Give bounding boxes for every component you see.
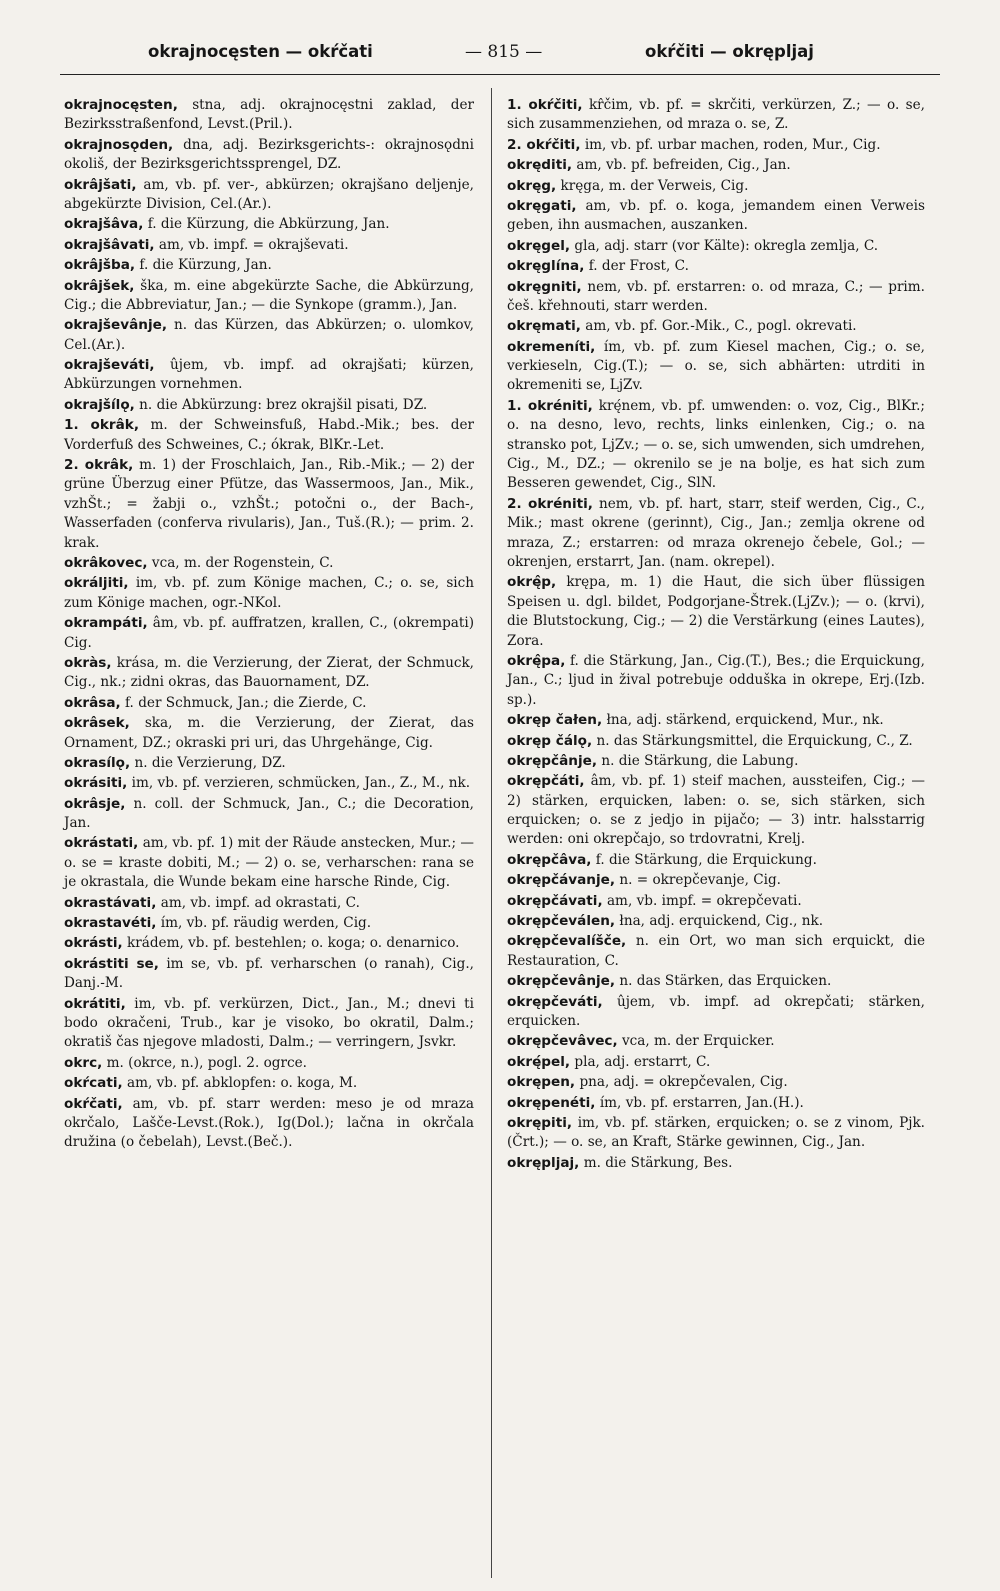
dictionary-entry — [507, 278, 925, 317]
entry-definition: am, vb. impf. = okrajševati. — [158, 236, 349, 253]
entry-definition: im, vb. pf. verkürzen, Dict., Jan., M.; dnevi ti bodo okračeni, Trub., kar je visoko, bo okratil, Dalm.; okratiš čas njegove mladosti, Dalm.; — verringern, Jsvkr. — [64, 995, 474, 1051]
dictionary-entry — [507, 993, 925, 1032]
entry-headword: okrastávati, — [64, 894, 157, 911]
entry-headword: okrępčevalíšče, — [507, 933, 627, 950]
entry-headword: okrę̂p, — [507, 574, 557, 591]
entry-definition: kr̂čim, vb. pf. = skrčiti, verkürzen, Z.; — o. se, sich zusammenziehen, od mraza o. se, Z. — [507, 97, 926, 133]
dictionary-entry — [507, 912, 925, 931]
dictionary-entry — [64, 96, 474, 135]
dictionary-entry — [64, 614, 474, 653]
dictionary-entry — [507, 1114, 925, 1153]
entry-headword: okrajševânje, — [64, 317, 167, 334]
entry-headword: okręp čálǫ, — [507, 732, 593, 749]
entry-definition: âm, vb. pf. 1) steif machen, aussteifen, Cig.; — 2) stärken, erquicken, laben: o. se, sich stärken, sich erquicken; o. se z jedjo in pijačo; — 3) intr. halsstarrig werden: oni okrepčajo, so trdovratni, Krelj. — [507, 773, 926, 848]
entry-headword: okrajšâva, — [64, 216, 144, 233]
entry-headword: okrálјiti, — [64, 575, 129, 592]
entry-definition: n. das Stärkungsmittel, die Erquickung, C., Z. — [596, 732, 913, 749]
entry-headword: okrasílǫ, — [64, 754, 131, 771]
entry-definition: am, vb. pf. abklopfen: o. koga, M. — [126, 1075, 358, 1092]
dictionary-entry — [507, 177, 925, 196]
entry-definition: im se, vb. pf. verharschen (o ranah), Cig., Danj.-M. — [64, 955, 474, 992]
entry-headword: okręmati, — [507, 318, 581, 335]
entry-definition: ím, vb. pf. zum Kiesel machen, Cig.; o. se, verkieseln, Cig.(T.); — o. se, sich abhärten: utrditi in okremeniti se, LjZv. — [507, 338, 925, 394]
dictionary-entry — [64, 834, 474, 892]
entry-headword: okrępčevâvec, — [507, 1033, 618, 1050]
entry-definition: am, vb. pf. 1) mit der Räude anstecken, Mur.; — o. se = kraste dobiti, M.; — 2) o. se, verharschen: rana se je okrastala, die Wunde bekam eine harsche Rinde, Cig. — [64, 835, 474, 891]
entry-headword: okrępljaj, — [507, 1154, 580, 1171]
entry-headword: 2. okréniti, — [507, 495, 593, 512]
dictionary-entry — [64, 714, 474, 753]
entry-definition: krę́nem, vb. pf. umwenden: o. voz, Cig., BlKr.; o. na desno, levo, rechts, links einlenken, Cig.; o. na stransko pot, LjZv.; — o. se, sich umwenden, sich umdrehen, Cig., M., DZ.; — okrenilo se je na bolje, es hat sich zum Besseren gewendet, Cig., SlN. — [507, 397, 926, 492]
entry-definition: am, vb. impf. = okrepčevati. — [606, 892, 802, 909]
entry-headword: okręgel, — [507, 237, 571, 254]
entry-headword: okrâsje, — [64, 795, 126, 812]
entry-definition: kręga, m. der Verweis, Cig. — [560, 177, 749, 194]
entry-headword: okręgati, — [507, 197, 577, 214]
dictionary-entry — [507, 96, 925, 135]
dictionary-entry — [507, 772, 925, 850]
entry-headword: okrępčevânje, — [507, 973, 616, 990]
dictionary-entry — [507, 752, 925, 771]
header-rule — [60, 74, 940, 75]
entry-definition: dna, adj. Bezirksgerichts-: okrajnosǫdni okoliš, der Bezirksgerichtssprengel, DZ. — [64, 136, 474, 173]
dictionary-entry — [64, 754, 474, 773]
dictionary-entry — [64, 356, 474, 395]
dictionary-entry — [507, 1094, 925, 1113]
entry-definition: krása, m. die Verzierung, der Zierat, der Schmuck, Cig., nk.; zidni okras, das Bauornament, DZ. — [64, 654, 475, 691]
left-column — [64, 96, 474, 1154]
dictionary-entry — [64, 416, 474, 455]
dictionary-entry — [64, 215, 474, 234]
page-number: — 815 — — [465, 42, 543, 62]
entry-headword: okrastavéti, — [64, 915, 157, 932]
entry-definition: ím, vb. pf. räudig werden, Cig. — [160, 915, 372, 932]
entry-headword: okrępen, — [507, 1074, 576, 1091]
entry-headword: okrajševáti, — [64, 357, 155, 374]
entry-definition: n. die Abkürzung: brez okrajšil pisati, DZ. — [139, 396, 428, 413]
dictionary-entry — [64, 456, 474, 553]
dictionary-entry — [64, 774, 474, 793]
entry-headword: okrępenéti, — [507, 1094, 596, 1111]
dictionary-entry — [64, 934, 474, 953]
entry-definition: f. der Frost, C. — [588, 258, 689, 275]
entry-definition: am, vb. pf. Gor.-Mik., C., pogl. okrevati. — [585, 318, 857, 335]
entry-definition: ûjem, vb. impf. ad okrajšati; kürzen, Abkürzungen vornehmen. — [64, 357, 474, 393]
entry-headword: okŕcati, — [64, 1075, 123, 1092]
entry-headword: okręp čałen, — [507, 712, 603, 729]
entry-headword: okrâjšati, — [64, 176, 137, 193]
entry-definition: gla, adj. starr (vor Kälte): okregla zemlja, C. — [574, 237, 879, 254]
entry-headword: okrępčânje, — [507, 752, 597, 769]
entry-headword: okręglína, — [507, 258, 585, 275]
entry-headword: okrępčávanje, — [507, 872, 616, 889]
dictionary-entry — [64, 316, 474, 355]
dictionary-entry — [64, 955, 474, 994]
dictionary-entry — [64, 236, 474, 255]
dictionary-entry — [507, 1032, 925, 1051]
entry-headword: okrástati, — [64, 835, 139, 852]
entry-definition: im, vb. pf. verzieren, schmücken, Jan., Z., M., nk. — [131, 775, 471, 792]
dictionary-entry — [64, 574, 474, 613]
entry-headword: okrępiti, — [507, 1114, 573, 1131]
entry-headword: 2. okŕčiti, — [507, 136, 581, 153]
entry-headword: okrâkovec, — [64, 554, 148, 571]
header-right-guideword: okŕčiti — okręplјaj — [645, 42, 814, 61]
dictionary-entry — [64, 256, 474, 275]
dictionary-entry — [64, 554, 474, 573]
entry-definition: m. (okrce, n.), pogl. 2. ogrce. — [106, 1054, 307, 1071]
entry-definition: am, vb. pf. ver-, abkürzen; okrajšano deljenje, abgekürzte Division, Cel.(Ar.). — [64, 176, 474, 212]
entry-definition: n. coll. der Schmuck, Jan., C.; die Decoration, Jan. — [64, 795, 475, 832]
entry-headword: 1. okrâk, — [64, 417, 139, 434]
entry-headword: okràs, — [64, 654, 112, 671]
dictionary-entry — [64, 1074, 474, 1093]
entry-definition: n. das Kürzen, das Abkürzen; o. ulomkov, Cel.(Ar.). — [64, 317, 474, 353]
dictionary-entry — [507, 197, 925, 236]
dictionary-entry — [64, 654, 474, 693]
dictionary-entry — [64, 396, 474, 415]
entry-definition: ška, m. eine abgekürzte Sache, die Abkürzung, Cig.; die Abbreviatur, Jan.; — die Synkope (gramm.), Jan. — [64, 277, 474, 313]
entry-headword: 1. okŕčiti, — [507, 97, 583, 113]
entry-headword: okremeníti, — [507, 338, 596, 355]
entry-definition: am, vb. pf. befreiden, Cig., Jan. — [576, 157, 791, 174]
entry-definition: f. die Stärkung, die Erquickung. — [595, 851, 817, 868]
dictionary-entry — [507, 1073, 925, 1092]
entry-definition: im, vb. pf. stärken, erquicken; o. se z vinom, Pjk.(Črt.); — o. se, an Kraft, Stärke gewinnen, Cig., Jan. — [507, 1114, 925, 1151]
entry-definition: m. die Stärkung, Bes. — [583, 1154, 733, 1171]
entry-headword: 2. okrâk, — [64, 457, 134, 474]
page-header — [60, 42, 940, 72]
column-divider — [491, 88, 492, 1578]
dictionary-entry — [64, 1095, 474, 1153]
entry-definition: n. ein Ort, wo man sich erquickt, die Restauration, C. — [507, 933, 925, 969]
dictionary-entry — [507, 1154, 925, 1173]
entry-definition: am, vb. pf. starr werden: meso je od mraza okrčalo, Lašče-Levst.(Rok.), Ig(Dol.); lačna in okrčala družina (o čebelah), Levst.(Beč.). — [64, 1095, 474, 1151]
entry-definition: f. die Kürzung, die Abkürzung, Jan. — [147, 216, 390, 233]
entry-headword: okręg, — [507, 177, 557, 194]
entry-definition: łna, adj. stärkend, erquickend, Mur., nk. — [606, 712, 884, 729]
dictionary-entry — [507, 932, 925, 971]
entry-headword: okrajšílǫ, — [64, 396, 135, 413]
entry-definition: nem, vb. pf. erstarren: o. od mraza, C.; — prim. češ. křehnouti, starr werden. — [507, 278, 925, 314]
entry-definition: n. die Verzierung, DZ. — [134, 754, 286, 771]
dictionary-entry — [507, 397, 925, 494]
entry-definition: âm, vb. pf. auffratzen, krallen, C., (okrempati) Cig. — [64, 615, 475, 651]
entry-headword: okrátiti, — [64, 995, 126, 1012]
entry-headword: okrę́pel, — [507, 1053, 571, 1070]
entry-headword: 1. okréniti, — [507, 397, 593, 414]
entry-headword: okrásti, — [64, 935, 123, 952]
entry-definition: f. der Schmuck, Jan.; die Zierde, C. — [125, 694, 367, 711]
entry-headword: okrępčávati, — [507, 892, 603, 909]
entry-definition: n. = okrepčevanje, Cig. — [619, 872, 782, 889]
dictionary-entry — [507, 871, 925, 890]
entry-definition: vca, m. der Erquicker. — [621, 1033, 775, 1050]
dictionary-entry — [64, 176, 474, 215]
right-column — [507, 96, 925, 1174]
dictionary-entry — [64, 1054, 474, 1073]
dictionary-entry — [507, 257, 925, 276]
entry-headword: okrásiti, — [64, 775, 128, 792]
dictionary-entry — [507, 237, 925, 256]
entry-definition: krępa, m. 1) die Haut, die sich über flüssigen Speisen u. dgl. bildet, Podgorjane-Štrek.(LjZv.); — o. (krvi), die Blutstockung, Cig.; — 2) die Verstärkung (eines Lautes), Zora. — [507, 574, 925, 649]
entry-definition: f. die Kürzung, Jan. — [139, 257, 272, 274]
entry-headword: okrajšâvati, — [64, 236, 155, 253]
entry-headword: okrc, — [64, 1054, 103, 1071]
entry-definition: im, vb. pf. urbar machen, roden, Mur., Cig. — [584, 136, 881, 153]
entry-headword: okrępčâva, — [507, 851, 592, 868]
entry-definition: pna, adj. = okrepčevalen, Cig. — [579, 1074, 788, 1091]
entry-definition: f. die Stärkung, Jan., Cig.(T.), Bes.; die Erquickung, Jan., C.; ljud in žival potrebuje odduška in okrepe, Erj.(Izb. sp.). — [507, 652, 925, 708]
entry-definition: n. die Stärkung, die Labung. — [601, 752, 799, 769]
dictionary-entry — [507, 711, 925, 730]
entry-definition: ím, vb. pf. erstarren, Jan.(H.). — [599, 1094, 804, 1111]
entry-headword: okrę̂pa, — [507, 652, 566, 669]
entry-definition: m. der Schweinsfuß, Habd.-Mik.; bes. der Vorderfuß des Schweines, C.; ókrak, BlKr.-Let. — [64, 417, 474, 453]
header-left-guideword: okrajnocęsten — okŕčati — [148, 42, 373, 61]
entry-headword: okŕčati, — [64, 1095, 123, 1112]
entry-definition: stna, adj. okrajnocęstni zaklad, der Bezirksstraßenfond, Levst.(Pril.). — [64, 97, 474, 133]
entry-definition: vca, m. der Rogenstein, C. — [151, 554, 334, 571]
entry-definition: m. 1) der Froschlaich, Jan., Rib.-Mik.; — 2) der grüne Überzug einer Pfütze, das Wassermoos, Jan., Mik., vzhŠt.; = žabji o., vzhŠt.; potočni o., der Bach-, Wasserfaden (conferva rivularis), Jan., Tuš.(R.); — prim. 2. krak. — [64, 457, 474, 551]
entry-headword: okrajnosǫden, — [64, 136, 174, 153]
entry-headword: okręditi, — [507, 157, 573, 174]
entry-headword: okrajnocęsten, — [64, 97, 178, 113]
dictionary-entry — [64, 277, 474, 316]
dictionary-entry — [507, 892, 925, 911]
entry-definition: im, vb. pf. zum Könige machen, C.; o. se, sich zum Könige machen, ogr.-NKol. — [64, 575, 475, 611]
entry-definition: am, vb. impf. ad okrastati, C. — [160, 894, 360, 911]
entry-definition: n. das Stärken, das Erquicken. — [619, 973, 832, 990]
dictionary-entry — [64, 995, 474, 1053]
dictionary-entry — [64, 894, 474, 913]
dictionary-entry — [507, 1053, 925, 1072]
entry-headword: okręgniti, — [507, 278, 582, 295]
entry-headword: okrâjšek, — [64, 277, 135, 294]
entry-definition: ska, m. die Verzierung, der Zierat, das Ornament, DZ.; okraski pri uri, das Uhrgehänge, Cig. — [64, 715, 474, 751]
dictionary-entry — [507, 136, 925, 155]
entry-headword: okrampáti, — [64, 615, 148, 632]
dictionary-entry — [507, 338, 925, 396]
dictionary-entry — [507, 732, 925, 751]
entry-headword: okrępčáti, — [507, 773, 585, 790]
entry-headword: okrástiti se, — [64, 955, 159, 972]
entry-headword: okrâsa, — [64, 694, 121, 711]
entry-headword: okrâsek, — [64, 715, 130, 732]
dictionary-entry — [507, 156, 925, 175]
dictionary-entry — [507, 972, 925, 991]
entry-headword: okrâjšba, — [64, 257, 136, 274]
entry-definition: pla, adj. erstarrt, C. — [574, 1053, 711, 1070]
dictionary-entry — [64, 136, 474, 175]
dictionary-entry — [507, 573, 925, 651]
entry-definition: ûjem, vb. impf. ad okrepčati; stärken, erquicken. — [507, 993, 926, 1029]
dictionary-entry — [64, 694, 474, 713]
dictionary-entry — [64, 795, 474, 834]
dictionary-entry — [507, 317, 925, 336]
entry-definition: nem, vb. pf. hart, starr, steif werden, Cig., C., Mik.; mast okrene (gerinnt), Cig., Jan.; zemlja okrene od mraza, Z.; erstarren: od mraza okrenejo čebele, Gol.; — okrenjen, erstarrt, Jan. (nam. okrepel). — [507, 495, 925, 570]
dictionary-entry — [507, 495, 925, 573]
dictionary-entry — [507, 652, 925, 710]
entry-definition: am, vb. pf. o. koga, jemandem einen Verweis geben, ihn ausmachen, auszanken. — [507, 197, 925, 234]
dictionary-entry — [507, 851, 925, 870]
entry-definition: łna, adj. erquickend, Cig., nk. — [619, 913, 824, 930]
entry-headword: okrępčeválen, — [507, 913, 616, 930]
entry-definition: krádem, vb. pf. bestehlen; o. koga; o. denarnico. — [127, 935, 460, 952]
dictionary-entry — [64, 914, 474, 933]
entry-headword: okrępčeváti, — [507, 993, 603, 1010]
